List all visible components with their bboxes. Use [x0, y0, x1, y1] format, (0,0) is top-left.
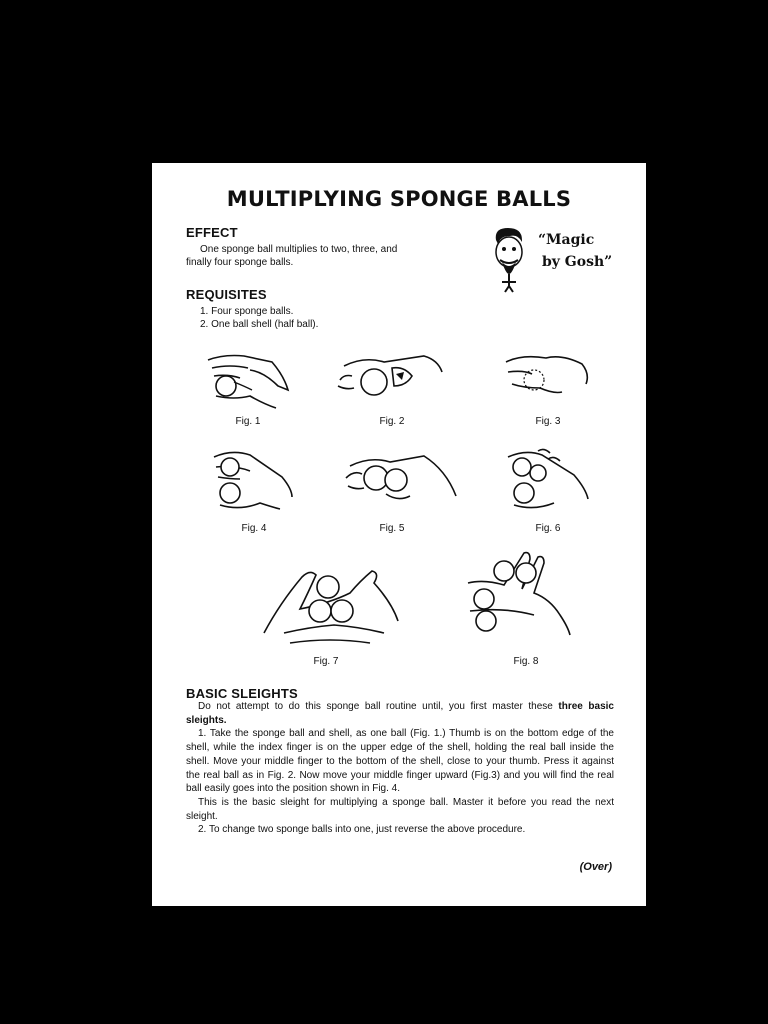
logo-line2: by Gosh”	[542, 254, 613, 270]
figure-7-hand-illustration	[260, 563, 402, 649]
caricature-face-icon	[488, 226, 530, 294]
effect-text-line2: finally four sponge balls.	[186, 257, 294, 268]
figure-3-hand-illustration	[502, 348, 592, 408]
requisites-heading: REQUISITES	[186, 287, 267, 302]
basic-sleights-body	[186, 700, 614, 837]
figure-4-hand-illustration	[210, 445, 300, 525]
logo-line1: “Magic	[538, 232, 595, 248]
step-1-note-paragraph: This is the basic sleight for multiplying a sponge ball. Master it before you read the next sleight.	[186, 796, 614, 822]
requisite-item: 2. One ball shell (half ball).	[200, 319, 319, 330]
effect-heading: EFFECT	[186, 225, 238, 240]
figure-1-hand-illustration	[204, 346, 294, 416]
figure-5-label: Fig. 5	[379, 523, 405, 534]
figure-4-label: Fig. 4	[241, 523, 267, 534]
intro-text-bold: three basic sleights.	[186, 701, 614, 726]
instruction-sheet	[152, 163, 646, 906]
paragraph	[186, 700, 614, 727]
effect-text-line1: One sponge ball multiplies to two, three, and	[200, 244, 398, 255]
figure-7-label: Fig. 7	[313, 656, 339, 667]
figure-8-hand-illustration	[464, 549, 574, 639]
page-title: MULTIPLYING SPONGE BALLS	[226, 187, 572, 211]
figure-6-hand-illustration	[504, 445, 594, 525]
basic-sleights-heading: BASIC SLEIGHTS	[186, 686, 298, 701]
intro-text: Do not attempt to do this sponge ball routine until, you first master these	[198, 701, 559, 712]
step-1-paragraph: 1. Take the sponge ball and shell, as one ball (Fig. 1.) Thumb is on the bottom edge of the shell, while the index finger is on the upper edge of the shell, holding the real ball inside the shell. Move your middle finger to the bottom of the shell, close to your thumb. Press it against the real ball as in Fig. 2. Now move your middle finger upward (Fig.3) and you will find the real ball easily goes into the position shown in Fig. 4.	[186, 728, 614, 795]
requisite-item: 1. Four sponge balls.	[200, 306, 294, 317]
figure-2-hand-illustration	[334, 346, 444, 406]
figure-3-label: Fig. 3	[535, 416, 561, 427]
figure-8-label: Fig. 8	[513, 656, 539, 667]
magic-by-gosh-logo	[488, 226, 618, 296]
figure-6-label: Fig. 6	[535, 523, 561, 534]
figure-5-hand-illustration	[342, 448, 462, 518]
figure-1-label: Fig. 1	[235, 416, 261, 427]
over-indicator: (Over)	[579, 861, 612, 873]
step-2-paragraph: 2. To change two sponge balls into one, just reverse the above procedure.	[198, 824, 526, 836]
figure-2-label: Fig. 2	[379, 416, 405, 427]
